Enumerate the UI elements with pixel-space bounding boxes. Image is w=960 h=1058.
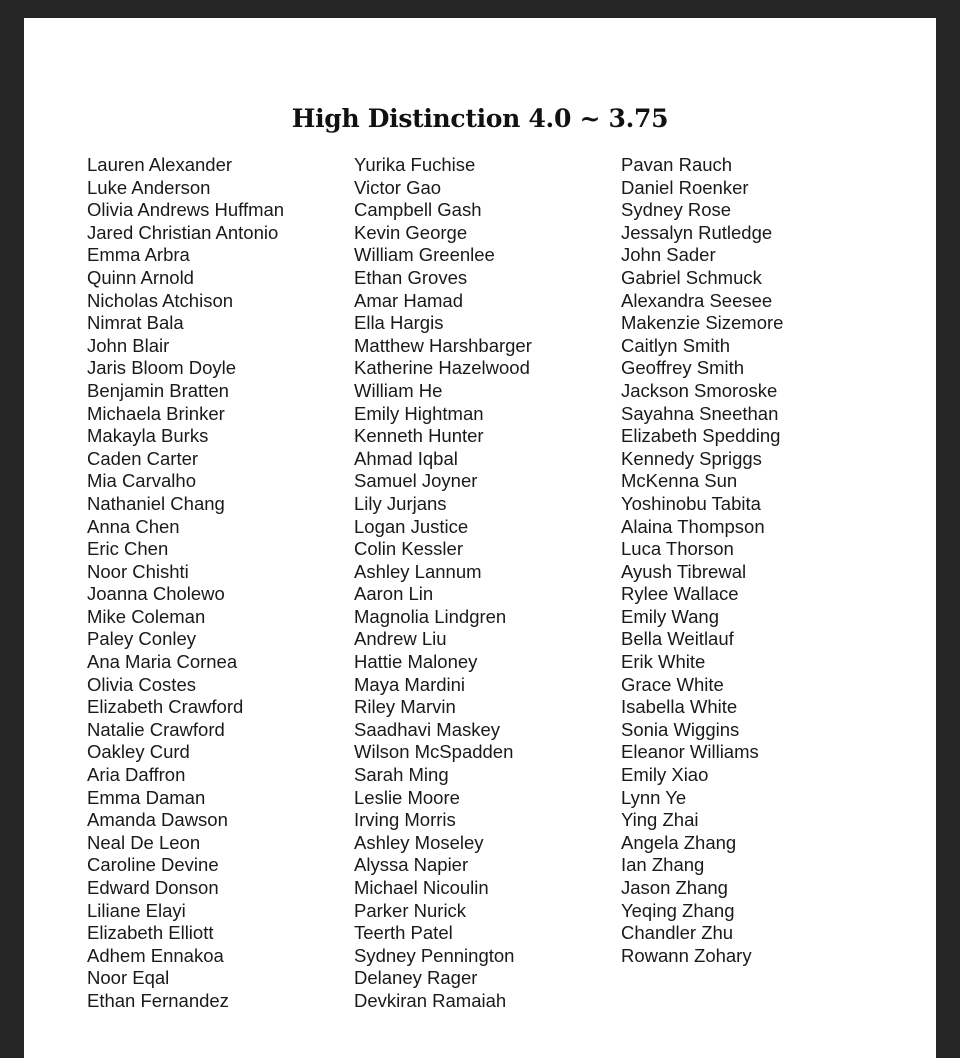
student-name: Emily Xiao <box>621 764 709 786</box>
name-column-2 <box>354 154 532 1013</box>
student-name: Jared Christian Antonio <box>87 221 279 243</box>
student-name: Saadhavi Maskey <box>354 718 501 740</box>
name-column-1 <box>87 154 284 1013</box>
student-name: Olivia Costes <box>87 673 196 695</box>
student-name: Ying Zhai <box>621 809 699 831</box>
student-name: John Sader <box>621 244 716 266</box>
student-name: Leslie Moore <box>354 786 460 808</box>
student-name: Ian Zhang <box>621 854 705 876</box>
student-name: Teerth Patel <box>354 922 453 944</box>
student-name: Pavan Rauch <box>621 154 733 175</box>
student-name: William Greenlee <box>354 244 495 266</box>
student-name: John Blair <box>87 334 170 356</box>
student-name: Sonia Wiggins <box>621 718 740 740</box>
student-name: Daniel Roenker <box>621 176 749 198</box>
student-name: Lynn Ye <box>621 786 687 808</box>
student-name: Eric Chen <box>87 538 169 560</box>
student-name: Gabriel Schmuck <box>621 266 762 288</box>
student-name: Alyssa Napier <box>354 854 469 876</box>
student-name: Angela Zhang <box>621 831 737 853</box>
student-name: Caroline Devine <box>87 854 219 876</box>
student-name: Irving Morris <box>354 809 456 831</box>
student-name: Neal De Leon <box>87 831 201 853</box>
student-name: Ayush Tibrewal <box>621 560 747 582</box>
student-name: Grace White <box>621 673 724 695</box>
student-name: William He <box>354 379 443 401</box>
student-name: McKenna Sun <box>621 470 738 492</box>
student-name: Ahmad Iqbal <box>354 447 458 469</box>
student-name: Emma Arbra <box>87 244 190 266</box>
student-name: Noor Eqal <box>87 967 170 989</box>
student-name: Lily Jurjans <box>354 492 447 514</box>
student-name: Jessalyn Rutledge <box>621 221 773 243</box>
student-name: Nathaniel Chang <box>87 492 225 514</box>
student-name: Quinn Arnold <box>87 266 194 288</box>
name-column-3 <box>621 154 783 967</box>
student-name: Ethan Fernandez <box>87 989 229 1011</box>
student-name: Emma Daman <box>87 786 206 808</box>
student-name: Sydney Pennington <box>354 944 515 966</box>
student-name: Katherine Hazelwood <box>354 357 530 379</box>
student-name: Yeqing Zhang <box>621 899 735 921</box>
student-name: Jason Zhang <box>621 877 728 898</box>
student-name: Bella Weitlauf <box>621 628 734 650</box>
student-name: Michaela Brinker <box>87 402 225 424</box>
student-name: Luke Anderson <box>87 176 211 198</box>
student-name: Elizabeth Crawford <box>87 696 244 718</box>
student-name: Devkiran Ramaiah <box>354 989 507 1011</box>
student-name: Paley Conley <box>87 628 197 650</box>
student-name: Rylee Wallace <box>621 583 739 605</box>
student-name: Olivia Andrews Huffman <box>87 199 285 221</box>
student-name: Sarah Ming <box>354 764 449 786</box>
student-name: Yoshinobu Tabita <box>621 492 761 514</box>
student-name: Chandler Zhu <box>621 922 734 944</box>
student-name: Eleanor Williams <box>621 741 759 763</box>
student-name: Makayla Burks <box>87 425 209 447</box>
student-name: Kevin George <box>354 221 468 243</box>
student-name: Ethan Groves <box>354 266 468 288</box>
student-name: Oakley Curd <box>87 741 190 763</box>
student-name: Colin Kessler <box>354 538 463 560</box>
student-name: Elizabeth Spedding <box>621 425 781 447</box>
student-name: Andrew Liu <box>354 628 447 650</box>
student-name: Alaina Thompson <box>621 515 765 537</box>
student-name: Riley Marvin <box>354 696 456 718</box>
student-name: Michael Nicoulin <box>354 877 489 898</box>
student-name: Caden Carter <box>87 447 199 469</box>
student-name: Benjamin Bratten <box>87 379 229 401</box>
student-name: Isabella White <box>621 696 738 718</box>
student-name: Wilson McSpadden <box>354 741 514 763</box>
student-name: Logan Justice <box>354 515 469 537</box>
student-name: Ana Maria Cornea <box>87 651 238 673</box>
student-name: Nimrat Bala <box>87 312 184 334</box>
student-name: Hattie Maloney <box>354 651 478 673</box>
document-page <box>24 18 936 1058</box>
student-name: Delaney Rager <box>354 967 478 989</box>
student-name: Aaron Lin <box>354 583 434 605</box>
student-name: Jackson Smoroske <box>621 379 778 401</box>
student-name: Edward Donson <box>87 877 219 898</box>
student-name: Caitlyn Smith <box>621 334 730 356</box>
student-name: Emily Hightman <box>354 402 484 424</box>
student-name: Aria Daffron <box>87 764 186 786</box>
student-name: Noor Chishti <box>87 560 189 582</box>
student-name: Mike Coleman <box>87 605 206 627</box>
student-name: Yurika Fuchise <box>354 154 476 175</box>
student-name: Lauren Alexander <box>87 154 233 175</box>
student-name: Amanda Dawson <box>87 809 228 831</box>
student-name: Jaris Bloom Doyle <box>87 357 237 379</box>
student-name: Maya Mardini <box>354 673 466 695</box>
student-name: Geoffrey Smith <box>621 357 745 379</box>
student-name: Elizabeth Elliott <box>87 922 214 944</box>
student-name: Mia Carvalho <box>87 470 196 492</box>
student-name: Makenzie Sizemore <box>621 312 784 334</box>
student-name: Ashley Moseley <box>354 831 484 853</box>
student-name: Sydney Rose <box>621 199 732 221</box>
student-name: Alexandra Seesee <box>621 289 773 311</box>
student-name: Ashley Lannum <box>354 560 482 582</box>
student-name: Luca Thorson <box>621 538 734 560</box>
student-name: Joanna Cholewo <box>87 583 225 605</box>
student-name: Amar Hamad <box>354 289 463 311</box>
student-name: Samuel Joyner <box>354 470 478 492</box>
student-name: Liliane Elayi <box>87 899 186 921</box>
student-name: Kennedy Spriggs <box>621 447 762 469</box>
page-title: High Distinction 4.0 ~ 3.75 <box>291 104 669 133</box>
student-name: Kenneth Hunter <box>354 425 484 447</box>
student-name: Matthew Harshbarger <box>354 334 532 356</box>
student-name: Anna Chen <box>87 515 180 537</box>
student-name: Parker Nurick <box>354 899 467 921</box>
student-name: Natalie Crawford <box>87 718 225 740</box>
student-name: Emily Wang <box>621 605 720 627</box>
student-name: Campbell Gash <box>354 199 482 221</box>
student-name: Rowann Zohary <box>621 944 752 966</box>
student-name: Sayahna Sneethan <box>621 402 779 424</box>
student-name: Nicholas Atchison <box>87 289 234 311</box>
student-name: Magnolia Lindgren <box>354 605 507 627</box>
student-name: Adhem Ennakoa <box>87 944 224 966</box>
student-name: Ella Hargis <box>354 312 444 334</box>
student-name: Victor Gao <box>354 176 442 198</box>
student-name: Erik White <box>621 651 706 673</box>
